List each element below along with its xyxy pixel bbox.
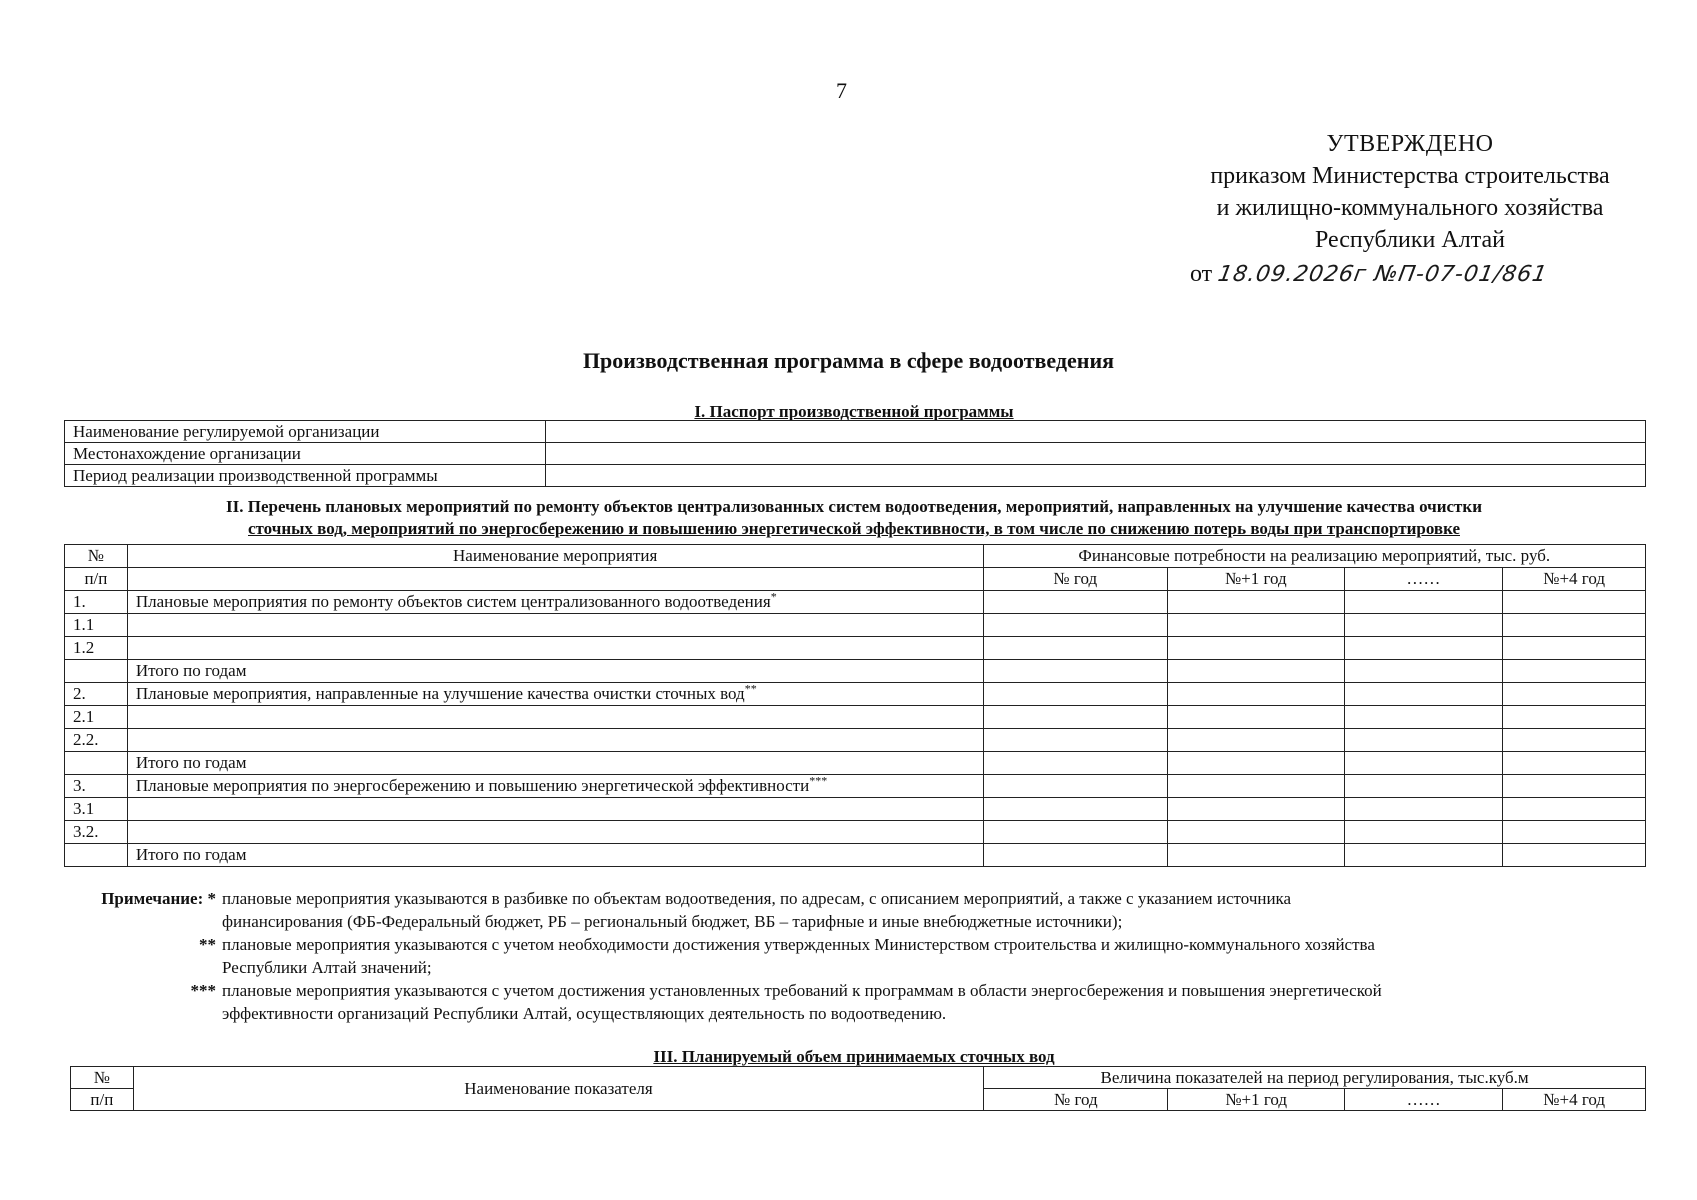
note-item: ** плановые мероприятия указываются с учетом необходимости достижения утвержденных Министерством строительства и жилищно-коммунального хозяйства Республики Алтай значений;: [80, 933, 1650, 979]
note-text-line: плановые мероприятия указываются в разбивке по объектам водоотведения, по адресам, с описанием мероприятий, а также с указанием источника: [222, 889, 1292, 908]
section-3-title: III. Планируемый объем принимаемых сточных вод: [653, 1047, 1055, 1066]
column-year-1: № год: [984, 1089, 1168, 1111]
row-name: Итого по годам: [127, 844, 983, 867]
section-2-title-line-1: II. Перечень плановых мероприятий по ремонту объектов централизованных систем водоотведения, мероприятий, направленных на улучшение качества очистки: [226, 497, 1482, 516]
note-text-line: финансирования (ФБ-Федеральный бюджет, РБ – региональный бюджет, ВБ – тарифные и иные внебюджетные источники);: [222, 912, 1123, 931]
column-year-2: №+1 год: [1168, 1089, 1344, 1111]
column-name-header: Наименование мероприятия: [127, 545, 983, 568]
approval-date: [1160, 258, 1660, 291]
section-1-title: I. Паспорт производственной программы: [694, 402, 1014, 421]
approval-stamp: [1160, 128, 1660, 291]
row-name: Итого по годам: [127, 752, 983, 775]
table-row: [65, 706, 1646, 729]
passport-value: [546, 465, 1646, 487]
passport-table: [64, 420, 1646, 487]
passport-label: Период реализации производственной программы: [65, 465, 546, 487]
row-num: 2.1: [65, 706, 128, 729]
passport-value: [546, 443, 1646, 465]
column-num-subheader: п/п: [65, 568, 128, 591]
note-item: Примечание: * плановые мероприятия указываются в разбивке по объектам водоотведения, по адресам, с описанием мероприятий, а также с указанием источника финансирования (ФБ-Федеральный бюджет, РБ – региональный бюджет, ВБ – тарифные и иные внебюджетные источники);: [80, 887, 1650, 933]
passport-label: Местонахождение организации: [65, 443, 546, 465]
column-name-header: Наименование показателя: [133, 1067, 983, 1111]
column-year-2: №+1 год: [1168, 568, 1345, 591]
note-text-line: Республики Алтай значений;: [222, 958, 432, 977]
table-row: [65, 729, 1646, 752]
table-row: [65, 752, 1646, 775]
column-num-header: №: [71, 1067, 134, 1089]
measures-table: [64, 544, 1646, 867]
column-year-ellipsis: ……: [1344, 1089, 1502, 1111]
table-row: [65, 683, 1646, 706]
column-year-1: № год: [983, 568, 1168, 591]
row-name: [127, 821, 983, 844]
row-name: [127, 729, 983, 752]
row-num: 2.: [65, 683, 128, 706]
table-row: [65, 821, 1646, 844]
note-text-line: плановые мероприятия указываются с учетом достижения установленных требований к программам в области энергосбережения и повышения энергетической: [222, 981, 1382, 1000]
row-name: Итого по годам: [127, 660, 983, 683]
handwritten-date-number: 18.09.2026г №П-07-01/861: [1216, 262, 1550, 287]
approval-title: УТВЕРЖДЕНО: [1326, 131, 1494, 157]
row-num: [65, 660, 128, 683]
table-header-row: [71, 1067, 1646, 1089]
table-row: [65, 775, 1646, 798]
approval-line-2: и жилищно-коммунального хозяйства: [1216, 195, 1604, 221]
table-header-row: [65, 568, 1646, 591]
approval-line-3: Республики Алтай: [1315, 227, 1505, 253]
column-num-subheader: п/п: [71, 1089, 134, 1111]
table-row: [65, 637, 1646, 660]
note-text-line: эффективности организаций Республики Алтай, осуществляющих деятельность по водоотведению.: [222, 1004, 947, 1023]
table-row: [65, 798, 1646, 821]
row-num: 1.1: [65, 614, 128, 637]
column-num-header: №: [65, 545, 128, 568]
table-row: [65, 844, 1646, 867]
row-name: [127, 637, 983, 660]
table-row: [65, 465, 1646, 487]
row-name: [127, 706, 983, 729]
section-2-title-line-2: сточных вод, мероприятий по энергосбережению и повышению энергетической эффективности, в том числе по снижению потерь воды при транспортировке: [248, 519, 1460, 538]
table-row: [65, 421, 1646, 443]
column-values-header: Величина показателей на период регулирования, тыс.куб.м: [984, 1067, 1646, 1089]
row-num: 1.: [65, 591, 128, 614]
column-finance-header: Финансовые потребности на реализацию мероприятий, тыс. руб.: [983, 545, 1645, 568]
column-year-4: №+4 год: [1503, 568, 1646, 591]
table-row: [65, 443, 1646, 465]
row-num: [65, 752, 128, 775]
passport-value: [546, 421, 1646, 443]
table-row: [65, 591, 1646, 614]
row-num: 3.2.: [65, 821, 128, 844]
row-name: Плановые мероприятия по ремонту объектов систем централизованного водоотведения*: [127, 591, 983, 614]
column-year-4: №+4 год: [1503, 1089, 1646, 1111]
column-year-ellipsis: ……: [1344, 568, 1503, 591]
note-text-line: плановые мероприятия указываются с учетом необходимости достижения утвержденных Министерством строительства и жилищно-коммунального хозяйства: [222, 935, 1375, 954]
document-title: Производственная программа в сфере водоотведения: [582, 348, 1115, 373]
note-item: *** плановые мероприятия указываются с учетом достижения установленных требований к программам в области энергосбережения и повышения энергетической эффективности организаций Республики Алтай, осуществляющих деятельность по водоотведению.: [80, 979, 1650, 1025]
row-num: 1.2: [65, 637, 128, 660]
section-2-title: [64, 496, 1644, 540]
row-num: 3.1: [65, 798, 128, 821]
table-header-row: [65, 545, 1646, 568]
notes-label: Примечание:: [101, 889, 204, 908]
table-row: [65, 614, 1646, 637]
page-number: 7: [836, 78, 847, 103]
row-name: [127, 798, 983, 821]
passport-label: Наименование регулируемой организации: [65, 421, 546, 443]
table-row: [65, 660, 1646, 683]
notes-block: [80, 887, 1650, 1025]
volume-table: [70, 1066, 1646, 1111]
approval-line-1: приказом Министерства строительства: [1210, 163, 1610, 189]
row-num: 2.2.: [65, 729, 128, 752]
row-num: [65, 844, 128, 867]
row-name: Плановые мероприятия по энергосбережению и повышению энергетической эффективности***: [127, 775, 983, 798]
approval-date-prefix: от: [1190, 261, 1213, 287]
row-name: [127, 614, 983, 637]
row-name: Плановые мероприятия, направленные на улучшение качества очистки сточных вод**: [127, 683, 983, 706]
row-num: 3.: [65, 775, 128, 798]
